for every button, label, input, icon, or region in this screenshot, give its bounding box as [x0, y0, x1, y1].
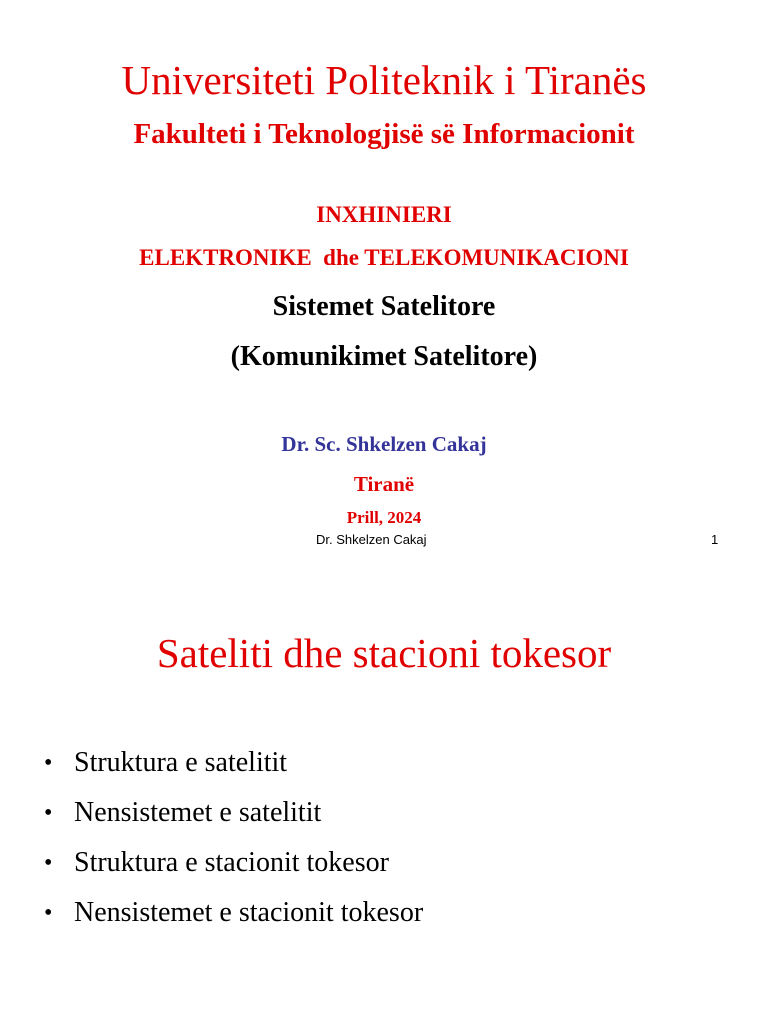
slide-2-title: Sateliti dhe stacioni tokesor — [156, 630, 612, 676]
list-item — [44, 738, 423, 788]
list-item — [44, 788, 423, 838]
list-item-text: Struktura e stacionit tokesor — [74, 847, 389, 878]
faculty-title: Fakulteti i Teknologjisë së Informacionit — [133, 118, 635, 150]
slide-2 — [0, 560, 768, 1024]
list-item — [44, 888, 423, 938]
footer-author: Dr. Shkelzen Cakaj — [316, 532, 427, 547]
list-item-text: Nensistemet e satelitit — [74, 797, 322, 828]
course-title: Sistemet Satelitore — [272, 291, 496, 322]
university-title: Universiteti Politeknik i Tiranës — [121, 57, 647, 103]
bullet-icon: • — [44, 899, 53, 926]
list-item-text: Nensistemet e stacionit tokesor — [74, 897, 424, 928]
bullet-icon: • — [44, 849, 53, 876]
author-name: Dr. Sc. Shkelzen Cakaj — [281, 432, 487, 456]
bullet-list — [44, 738, 423, 938]
city: Tiranë — [353, 472, 415, 496]
date: Prill, 2024 — [346, 508, 422, 527]
page-number: 1 — [711, 532, 719, 547]
program-line-1: INXHINIERI — [316, 202, 452, 227]
bullet-icon: • — [44, 799, 53, 826]
program-line-2: ELEKTRONIKE dhe TELEKOMUNIKACIONI — [139, 245, 629, 270]
course-subtitle: (Komunikimet Satelitore) — [230, 341, 538, 372]
list-item — [44, 838, 423, 888]
list-item-text: Struktura e satelitit — [74, 747, 288, 778]
bullet-icon: • — [44, 749, 53, 776]
